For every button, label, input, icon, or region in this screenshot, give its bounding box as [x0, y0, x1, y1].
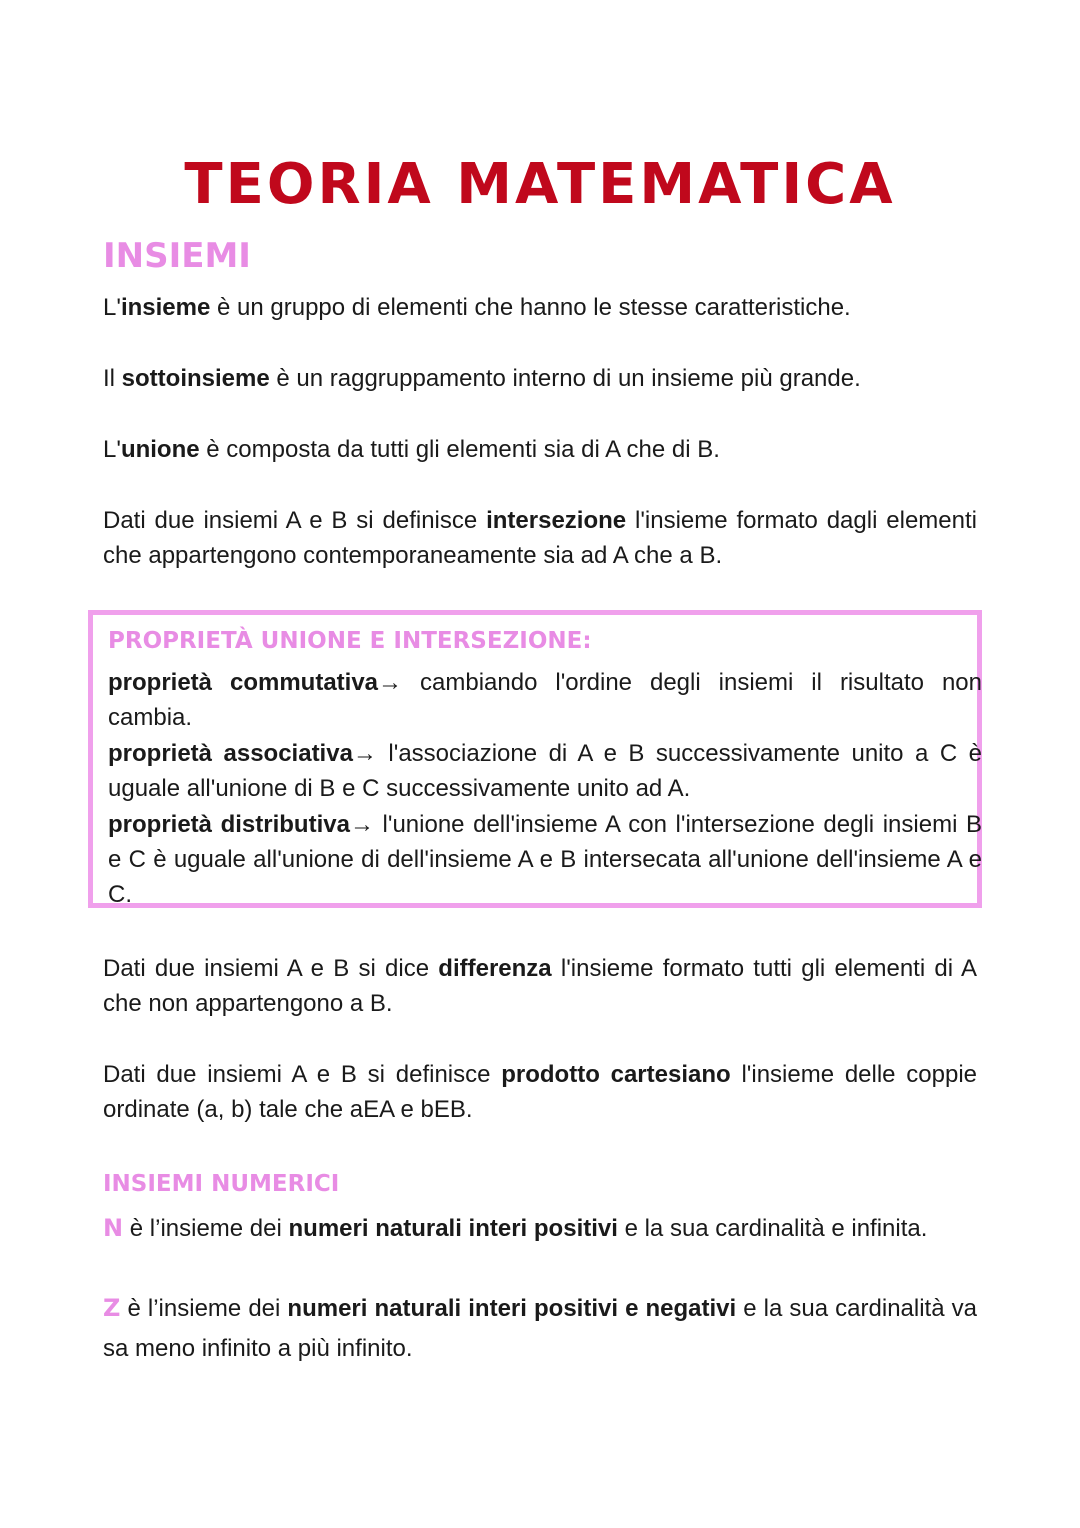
section-heading-insiemi-numerici: INSIEMI NUMERICI [103, 1171, 340, 1197]
paragraph-differenza: Dati due insiemi A e B si dice differenza l'insieme formato tutti gli elementi di A che non appartengono a B. [103, 955, 977, 1017]
paragraph-set-n: N è l’insieme dei numeri naturali interi positivi e la sua cardinalità e infinita. [103, 1214, 928, 1242]
term-insieme: insieme [120, 294, 211, 321]
paragraph-unione: L'unione è composta da tutti gli elementi sia di A che di B. [103, 436, 720, 463]
paragraph-set-z: Z è l’insieme dei numeri naturali interi positivi e negativi e la sua cardinalità va sa meno infinito a più infinito. [103, 1294, 977, 1362]
term-distributiva: proprietà distributiva→ [108, 811, 374, 838]
term-unione: unione [120, 436, 200, 463]
term-intersezione: intersezione [486, 507, 627, 534]
paragraph-prodotto-cartesiano: Dati due insiemi A e B si definisce prodotto cartesiano l'insieme delle coppie ordinate (a, b) tale che aEA e bEB. [103, 1061, 978, 1123]
term-commutativa: proprietà commutativa→ [108, 669, 403, 696]
term-associativa: proprietà associativa→ [108, 740, 377, 767]
paragraph-sottoinsieme: Il sottoinsieme è un raggruppamento interno di un insieme più grande. [103, 365, 861, 392]
section-heading-insiemi: INSIEMI [103, 236, 251, 276]
properties-box [88, 610, 982, 908]
set-letter-n: N [103, 1214, 124, 1242]
page-title: TEORIA MATEMATICA [184, 152, 896, 217]
property-distributiva: proprietà distributiva→ l'unione dell'insieme A con l'intersezione degli insiemi B e C è uguale all'unione di dell'insieme A e B intersecata all'unione dell'insieme A e C. [108, 811, 982, 908]
property-commutativa: proprietà commutativa→ cambiando l'ordine degli insiemi il risultato non cambia. [108, 669, 982, 731]
term-prodotto-cartesiano: prodotto cartesiano [501, 1061, 731, 1088]
term-differenza: differenza [438, 955, 552, 982]
set-letter-z: Z [103, 1294, 121, 1322]
property-associativa: proprietà associativa→ l'associazione di A e B successivamente unito a C è uguale all'unione di B e C successivamente unito ad A. [108, 740, 983, 802]
term-naturali-positivi-negativi: numeri naturali interi positivi e negativi [287, 1295, 737, 1322]
properties-heading: PROPRIETÀ UNIONE E INTERSEZIONE: [108, 628, 592, 654]
term-sottoinsieme: sottoinsieme [121, 365, 270, 392]
paragraph-insieme: L'insieme è un gruppo di elementi che hanno le stesse caratteristiche. [103, 294, 851, 321]
paragraph-intersezione: Dati due insiemi A e B si definisce intersezione l'insieme formato dagli elementi che appartengono contemporaneamente sia ad A che a B. [103, 507, 977, 569]
term-naturali-positivi: numeri naturali interi positivi [288, 1215, 618, 1242]
